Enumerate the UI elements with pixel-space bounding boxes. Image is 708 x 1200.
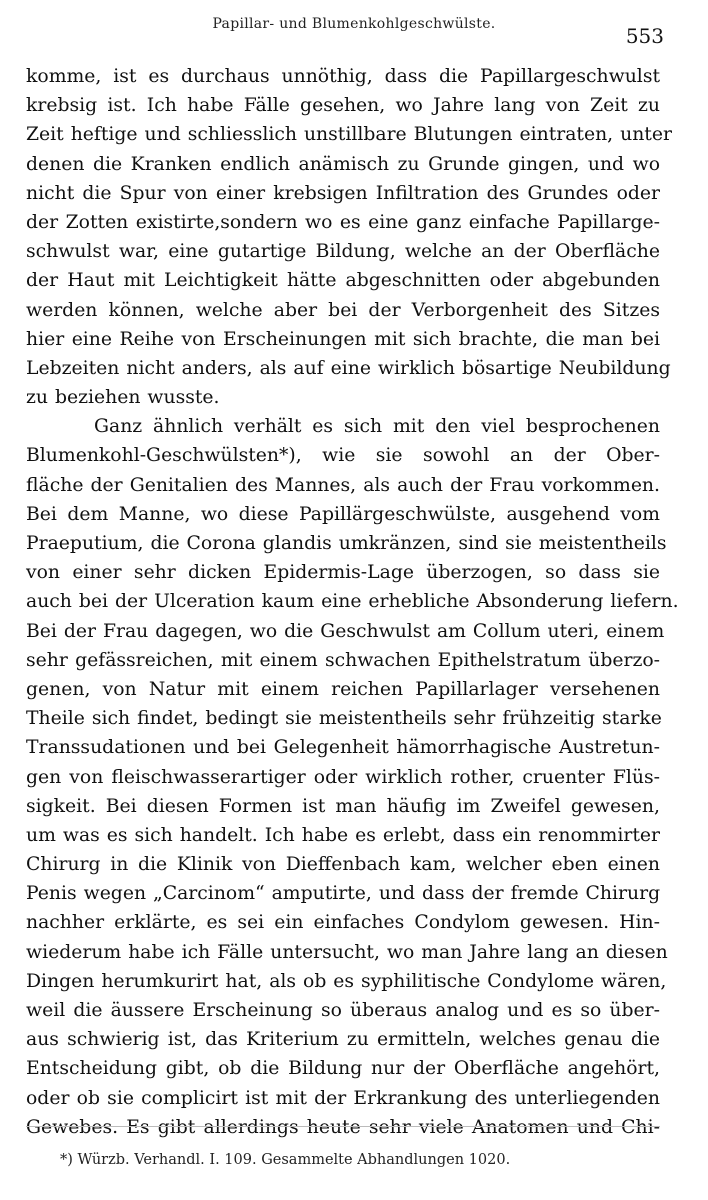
page-number: 553 [625, 24, 664, 48]
text-line: genen, von Natur mit einem reichen Papillarlager versehenen [26, 678, 660, 700]
text-line: komme, ist es durchaus unnöthig, dass die Papillargeschwulst [26, 66, 660, 87]
text-line: Blumenkohl-Geschwülsten*), wie sie sowohl an der Ober- [26, 445, 660, 467]
header-title: Papillar- und Blumenkohlgeschwülste. [212, 16, 496, 32]
text-line: schwulst war, eine gutartige Bildung, welche an der Oberfläche [26, 241, 660, 263]
body-text [26, 62, 679, 1142]
text-line: oder ob sie complicirt ist mit der Erkrankung des unterliegenden [26, 1087, 660, 1109]
text-line: krebsig ist. Ich habe Fälle gesehen, wo Jahre lang von Zeit zu [26, 95, 660, 117]
text-line: hier eine Reihe von Erscheinungen mit sich brachte, die man bei [26, 328, 660, 350]
running-header [0, 10, 708, 48]
text-line: Bei dem Manne, wo diese Papillärgeschwülste, ausgehend vom [26, 503, 660, 525]
text-line: Penis wegen „Carcinom“ amputirte, und dass der fremde Chirurg [26, 883, 661, 905]
text-line: aus schwierig ist, das Kriterium zu ermitteln, welches genau die [26, 1029, 660, 1051]
text-line: Transsudationen und bei Gelegenheit hämorrhagische Austretun- [26, 737, 660, 759]
text-line: Entscheidung gibt, ob die Bildung nur der Oberfläche angehört, [26, 1058, 660, 1080]
text-line: sigkeit. Bei diesen Formen ist man häufig im Zweifel gewesen, [26, 795, 660, 817]
text-line: denen die Kranken endlich anämisch zu Grunde gingen, und wo [26, 153, 660, 175]
text-line: Gewebes. Es gibt allerdings heute sehr viele Anatomen und Chi- [26, 1116, 660, 1138]
text-line: Dingen herumkurirt hat, als ob es syphilitische Condylome wären, [26, 970, 667, 992]
text-line: Theile sich findet, bedingt sie meistentheils sehr frühzeitig starke [26, 708, 662, 730]
text-line: Chirurg in die Klinik von Dieffenbach kam, welcher eben einen [26, 854, 660, 876]
text-line: der Zotten existirte,sondern wo es eine ganz einfache Papillarge- [26, 211, 660, 233]
text-line: nicht die Spur von einer krebsigen Infiltration des Grundes oder [26, 182, 660, 204]
text-line: werden können, welche aber bei der Verborgenheit des Sitzes [26, 299, 660, 321]
text-line: Bei der Frau dagegen, wo die Geschwulst am Collum uteri, einem [26, 620, 665, 642]
text-line: sehr gefässreichen, mit einem schwachen Epithelstratum überzo- [26, 649, 660, 671]
text-line: auch bei der Ulceration kaum eine erhebliche Absonderung liefern. [26, 591, 679, 613]
text-line: Ganz ähnlich verhält es sich mit den viel besprochenen [94, 416, 660, 438]
text-line: nachher erklärte, es sei ein einfaches Condylom gewesen. Hin- [26, 912, 660, 934]
footnote: *) Würzb. Verhandl. I. 109. Gesammelte Abhandlungen 1020. [60, 1152, 511, 1168]
text-line: Zeit heftige und schliesslich unstillbare Blutungen eintraten, unter [26, 124, 672, 146]
text-line: Praeputium, die Corona glandis umkränzen, sind sie meistentheils [26, 533, 667, 554]
text-line: zu beziehen wusste. [26, 387, 220, 409]
text-line: der Haut mit Leichtigkeit hätte abgeschnitten oder abgebunden [26, 270, 660, 292]
text-line: Lebzeiten nicht anders, als auf eine wirklich bösartige Neubildung [26, 357, 671, 379]
text-line: gen von fleischwasserartiger oder wirklich rother, cruenter Flüs- [26, 766, 660, 788]
text-line: von einer sehr dicken Epidermis-Lage überzogen, so dass sie [26, 562, 660, 584]
text-line: weil die äussere Erscheinung so überaus analog und es so über- [26, 1000, 660, 1021]
text-line: um was es sich handelt. Ich habe es erlebt, dass ein renommirter [26, 824, 660, 846]
text-line: fläche der Genitalien des Mannes, als auch der Frau vorkommen. [26, 474, 660, 496]
text-line: wiederum habe ich Fälle untersucht, wo man Jahre lang an diesen [26, 941, 668, 963]
footnote-divider [26, 1126, 660, 1127]
